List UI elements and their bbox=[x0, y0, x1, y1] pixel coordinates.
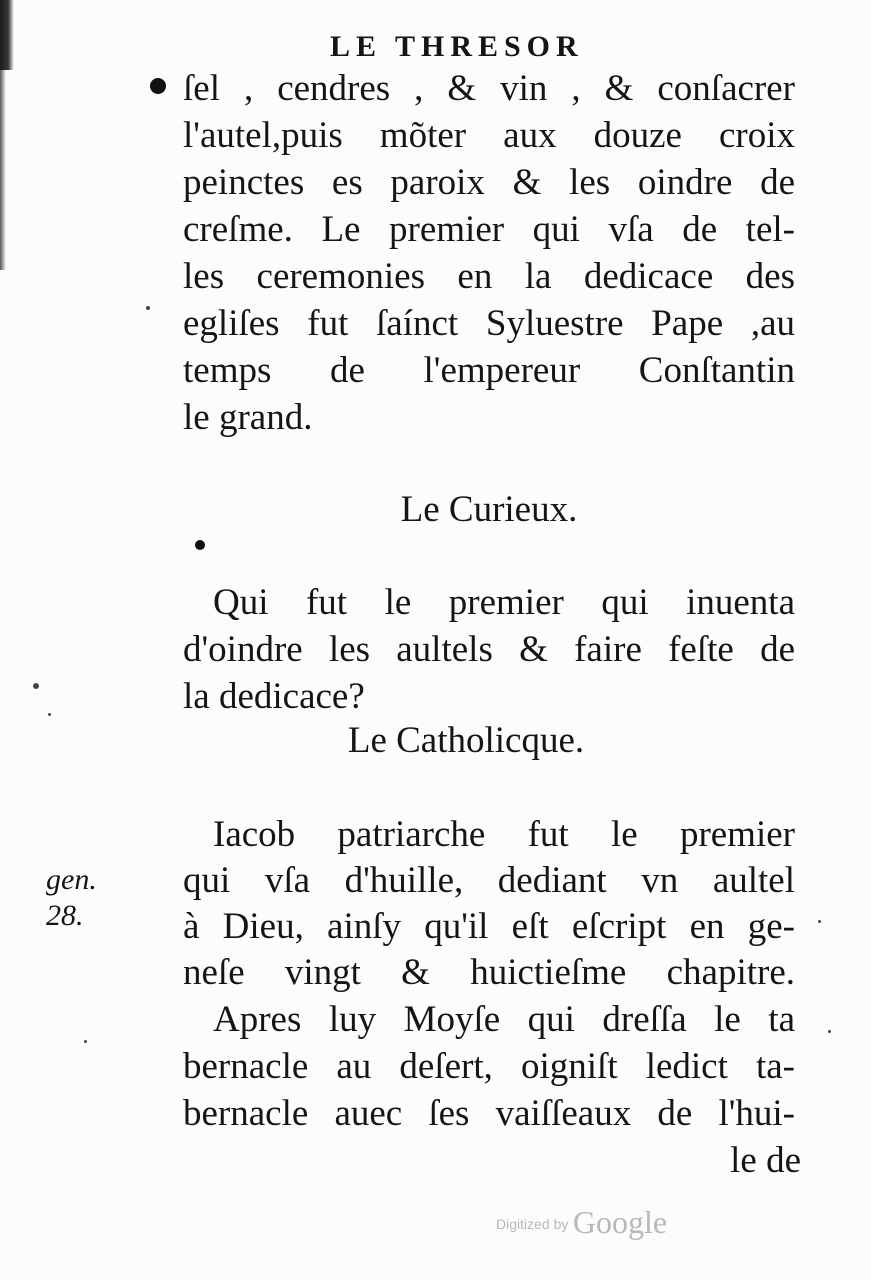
text-line: neſe vingt & huictieſme chapitre. bbox=[183, 952, 795, 993]
watermark-prefix: Digitized by bbox=[496, 1216, 569, 1232]
text-line: la dedicace? bbox=[183, 676, 365, 717]
text-line: egliſes fut ſaínct Syluestre Pape ,au bbox=[183, 303, 795, 344]
ink-speck bbox=[48, 713, 51, 716]
page-edge-shadow-lower bbox=[0, 70, 6, 270]
text-line: l'autel,puis mõter aux douze croix bbox=[183, 115, 795, 156]
ink-speck bbox=[33, 683, 39, 689]
text-line: Apres luy Moyſe qui dreſſa le ta bbox=[213, 999, 795, 1040]
bullet-mark bbox=[150, 78, 166, 94]
speaker-heading-curieux: Le Curieux. bbox=[400, 489, 578, 530]
margin-note-book: gen. bbox=[46, 863, 97, 896]
text-line: d'oindre les aultels & faire feſte de bbox=[183, 629, 795, 670]
text-line: qui vſa d'huille, dediant vn aultel bbox=[183, 860, 795, 901]
text-line: à Dieu, ainſy qu'il eſt eſcript en ge- bbox=[183, 906, 795, 947]
text-line: le grand. bbox=[183, 397, 313, 438]
text-line: creſme. Le premier qui vſa de tel- bbox=[183, 209, 795, 250]
digitized-watermark bbox=[496, 1204, 667, 1241]
text-line: ſel , cendres , & vin , & conſacrer bbox=[183, 68, 795, 109]
speaker-heading-catholicque: Le Catholicque. bbox=[347, 720, 585, 761]
ink-speck bbox=[818, 920, 821, 923]
ink-speck bbox=[84, 1040, 87, 1043]
page-edge-shadow bbox=[0, 0, 14, 70]
google-logo: Google bbox=[572, 1204, 668, 1240]
text-line: peinctes es paroix & les oindre de bbox=[183, 162, 795, 203]
ink-speck bbox=[828, 1030, 831, 1033]
catchword: le de bbox=[730, 1140, 801, 1181]
text-line: bernacle auec ſes vaiſſeaux de l'hui- bbox=[183, 1093, 795, 1134]
running-header: LE THRESOR bbox=[330, 30, 584, 63]
ink-speck bbox=[146, 306, 150, 310]
text-line: bernacle au deſert, oigniſt ledict ta- bbox=[183, 1046, 795, 1087]
margin-note-chapter: 28. bbox=[46, 899, 84, 932]
text-line: Qui fut le premier qui inuenta bbox=[213, 582, 795, 623]
text-line: temps de l'empereur Conſtantin bbox=[183, 350, 795, 391]
text-line: Iacob patriarche fut le premier bbox=[213, 814, 795, 855]
text-line: les ceremonies en la dedicace des bbox=[183, 256, 795, 297]
bullet-mark bbox=[195, 540, 205, 550]
